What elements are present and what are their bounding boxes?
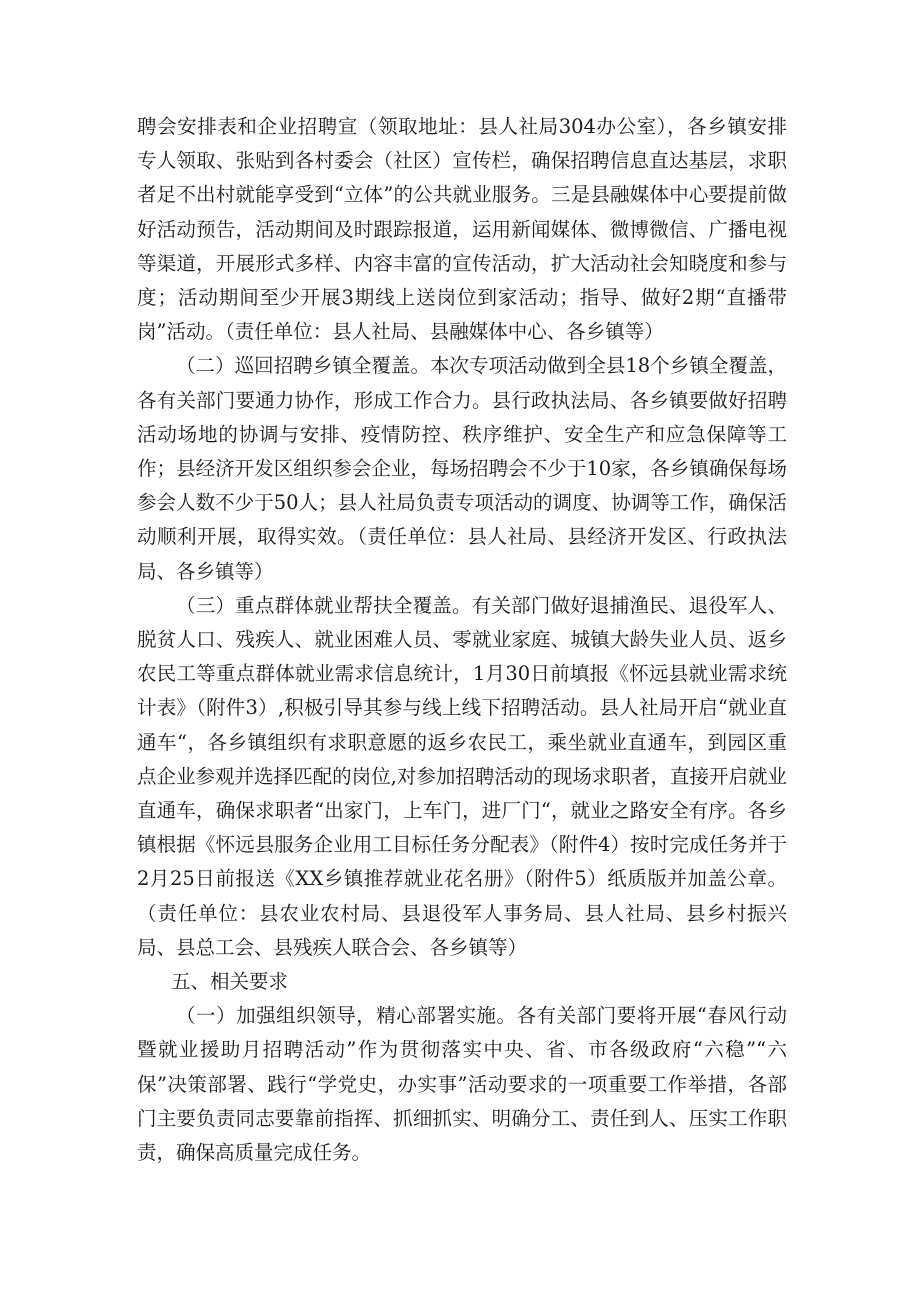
document-body xyxy=(137,110,787,1170)
section-heading-requirements: 五、相关要求 xyxy=(171,970,289,994)
paragraph-organizational-leadership: （一）加强组织领导，精心部署实施。各有关部门要将开展“春风行动暨就业援助月招聘活动”作为贯彻落实中央、省、市各级政府“六稳”“六保”决策部署、践行“学党史，办实事”活动要求的一项重要工作举措，各部门主要负责同志要靠前指挥、抓细抓实、明确分工、责任到人、压实工作职责，确保高质量完成任务。 xyxy=(137,1004,787,1165)
paragraph-key-groups-assistance: （三）重点群体就业帮扶全覆盖。有关部门做好退捕渔民、退役军人、脱贫人口、残疾人、就业困难人员、零就业家庭、城镇大龄失业人员、返乡农民工等重点群体就业需求信息统计，1月30日前填报《怀远县就业需求统计表》（附件3）,积极引导其参与线上线下招聘活动。县人社局开启“就业直通车“，各乡镇组织有求职意愿的返乡农民工，乘坐就业直通车，到园区重点企业参观并选择匹配的岗位,对参加招聘活动的现场求职者，直接开启就业直通车，确保求职者“出家门，上车门，进厂门“，就业之路安全有序。各乡镇根据《怀远县服务企业用工目标任务分配表》（附件4）按时完成任务并于2月25日前报送《XX乡镇推荐就业花名册》（附件5）纸质版并加盖公章。（责任单位：县农业农村局、县退役军人事务局、县人社局、县乡村振兴局、县总工会、县残疾人联合会、各乡镇等） xyxy=(137,593,787,959)
paragraph-recruitment-publicity: 聘会安排表和企业招聘宣（领取地址：县人社局304办公室），各乡镇安排专人领取、张贴到各村委会（社区）宣传栏，确保招聘信息直达基层，求职者足不出村就能享受到“立体”的公共就业服务。三是县融媒体中心要提前做好活动预告，活动期间及时跟踪报道，运用新闻媒体、微博微信、广播电视等渠道，开展形式多样、内容丰富的宣传活动，扩大活动社会知晓度和参与度；活动期间至少开展3期线上送岗位到家活动；指导、做好2期“直播带岗”活动。（责任单位：县人社局、县融媒体中心、各乡镇等） xyxy=(137,115,787,344)
paragraph-township-coverage: （二）巡回招聘乡镇全覆盖。本次专项活动做到全县18个乡镇全覆盖，各有关部门要通力协作，形成工作合力。县行政执法局、各乡镇要做好招聘活动场地的协调与安排、疫情防控、秩序维护、安全生产和应急保障等工作；县经济开发区组织参会企业，每场招聘会不少于10家，各乡镇确保每场参会人数不少于50人；县人社局负责专项活动的调度、协调等工作，确保活动顺利开展，取得实效。（责任单位：县人社局、县经济开发区、行政执法局、各乡镇等） xyxy=(137,354,787,583)
